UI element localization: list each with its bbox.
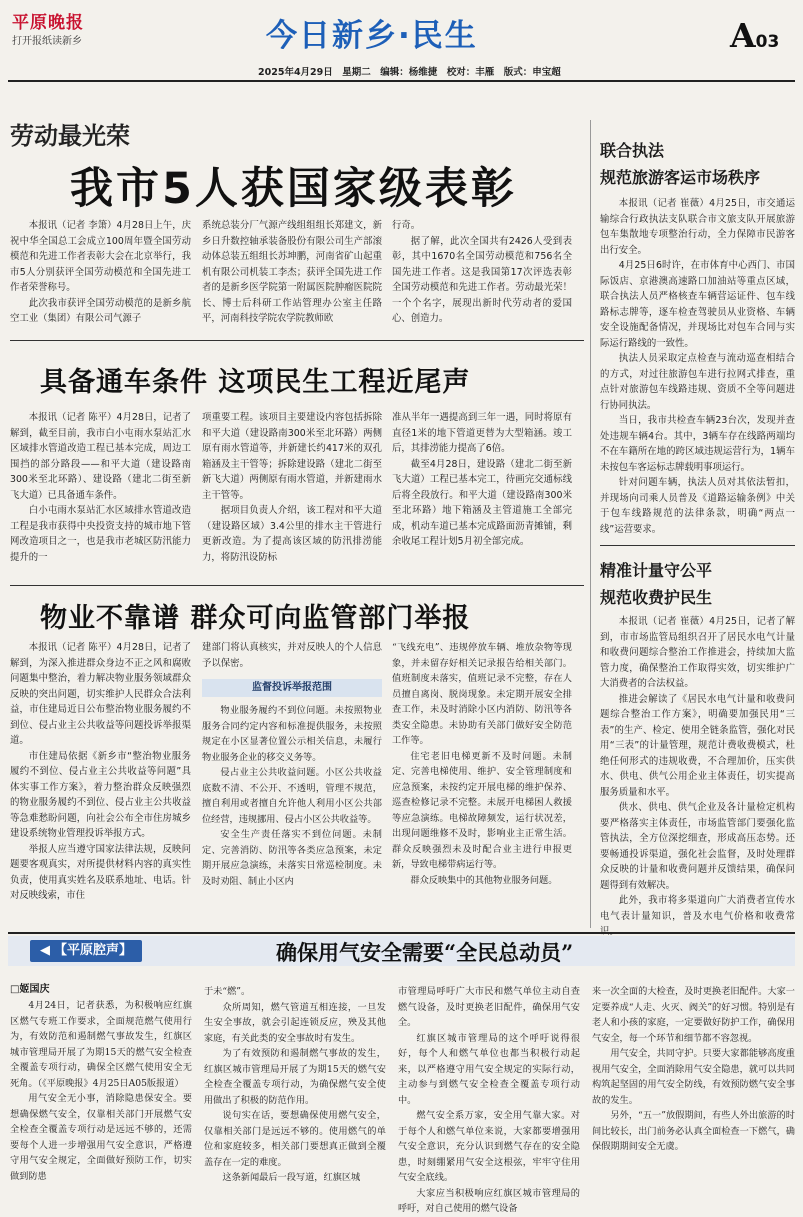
story3-para: 建部门将认真核实，并对反映人的个人信息予以保密。 (202, 642, 382, 669)
issue-info: 2025年4月29日 星期二 编辑：杨维捷 校对：丰雁 版式：申宝超 (258, 67, 561, 78)
side2-title-line1: 精准计量守公平 (600, 561, 713, 580)
side1-title-line1: 联合执法 (600, 141, 665, 160)
side1-para: 4月25日6时许，在市体育中心西门、市国际饭店、京港澳高速路口加油站等重点区域，联合执法人员严格核查车辆营运证件、包车线路标志牌等，逐车检查驾驶员从业资格、车辆安全设施配备情况，并现场比对包车合同与实际运行路线的一致性。 (600, 260, 795, 349)
story2-title: 具备通车条件 这项民生工程近尾声 (40, 367, 471, 398)
side1-para: 本报讯（记者 崔薇）4月25日，市交通运输综合行政执法支队联合市文旅支队开展旅游包车集散地专项整治行动，全力保障市民游客出行安全。 (600, 198, 795, 256)
story3-para: 举报人应当遵守国家法律法规，反映问题要客观真实，对所提供材料内容的真实性负责，使用真实姓名及联系地址、电话。针对反映线索，市住 (10, 843, 191, 901)
story1-para: 行奇。 (392, 220, 421, 231)
side2-para: 推进会解读了《居民水电气计量和收费问题综合整治工作方案》，明确要加强民用“三表”的生产、检定、使用全链条监管，强化对民用“三表”的计量管理，规范计费收费模式，杜绝任何形式的违规收费，不合理加价，压实供水、供电、供气公用企业主体责任，切实提高服务质量和水平。 (600, 693, 795, 798)
commentary-col3 (398, 984, 580, 1214)
story1-para: 此次我市获评全国劳动模范的是新乡航空工业（集团）有限公司气源子 (10, 297, 191, 324)
story3-col1 (10, 640, 191, 928)
side1-body (600, 196, 795, 536)
story3-col2 (202, 640, 382, 928)
story2-col3 (392, 410, 572, 578)
commentary-byline: □姬国庆 (10, 984, 50, 995)
commentary-tag-label: 【平原腔声】 (54, 943, 133, 958)
story1-para: 据了解，此次全国共有2426人受到表彰，其中1670名全国劳动模范和756名全国先进工作者。这是我国第17次评选表彰全国劳动模范和先进工作者。劳动最光荣！一个个名字，展现出新时代劳动者的爱国心、创造力。 (392, 235, 572, 324)
commentary-col2 (204, 984, 386, 1194)
complaint-scope-item: 侵占业主公共收益问题。小区公共收益底数不清、不公开、不透明，管理不规范，擅自利用或者擅自允许他人利用小区公共部位经营，违规挪用、侵占小区公共收益等。 (202, 767, 382, 825)
side1-para: 针对问题车辆，执法人员对其依法暂扣，并现场向司乘人员普及《道路运输条例》中关于包车线路规范的法律条款，明确“两点一线”运营要求。 (600, 477, 795, 535)
side2-headline (600, 558, 795, 608)
side2-body (600, 614, 795, 928)
story3-para: 市住建局依据《新乡市“整治物业服务履约不到位、侵占业主公共收益等问题”具体实事工作方案》，着力整治群众反映强烈的物业服务履约不到位、侵占业主公共收益等急难愁盼问题，向社会公布全市住房城乡建设系统物业管理投诉举报方式。 (10, 750, 191, 839)
page-number (730, 16, 779, 55)
story2-para: 项重要工程。该项目主要建设内容包括拆除和平大道（建设路南300米至北环路）两侧原有雨水管道等，并新建长约417米的双孔箱涵及主干管等；拆除建设路（建北二街至新飞大道）两侧原有雨水管道，并新建雨水主干管等。 (202, 412, 382, 501)
commentary-tag (30, 940, 142, 962)
page-letter: A (730, 16, 756, 55)
divider (10, 340, 584, 341)
side1-headline (600, 138, 795, 188)
side2-para: 此外，我市将多渠道向广大消费者宣传水电气表计量知识，普及水电气价格和收费常 (600, 895, 795, 922)
commentary-para: 4月24日，记者获悉，为积极响应红旗区燃气专班工作要求，全面规范燃气使用行为，有效防范和遏制燃气事故发生，红旗区城市管理局开展了为期15天的燃气安全检查全覆盖专项行动，确保全区燃气使用安全无死角。（《平原晚报》4月25日A05版报道） (10, 1000, 192, 1089)
commentary-para: 另外，“五一”放假期间，有些人外出旅游的时间比较长，出门前务必认真全面检查一下燃气，确保假期期间安全无虞。 (592, 1110, 795, 1152)
story1-title: 我市5人获国家级表彰 (70, 164, 517, 214)
story1-kicker: 劳动最光荣 (10, 121, 130, 150)
story2-para: 准从半年一遇提高到三年一遇，同时将原有直径1米的地下管道更替为大型箱涵。竣工后，其排涝能力提高了6倍。 (392, 412, 572, 454)
side2-para: 供水、供电、供气企业及各计量检定机构要严格落实主体责任，市场监管部门要强化监管执法，全方位深挖细查，形成高压态势。还要畅通投诉渠道，强化社会监督，及时处理群众反映的计量和收费问题并反馈结果，确保问题得到有效解决。 (600, 802, 795, 891)
side1-title-line2: 规范旅游客运市场秩序 (600, 168, 761, 187)
page-num: 03 (755, 32, 780, 52)
story3-title: 物业不靠谱 群众可向监管部门举报 (40, 603, 471, 634)
commentary-col1 (10, 998, 192, 1193)
commentary-para: 红旗区城市管理局的这个呼吁说得很好，每个人和燃气单位也都当积极行动起来，以严格遵守用气安全规定的实际行动，主动参与到燃气安全检查全覆盖专项行动中。 (398, 1032, 580, 1106)
column-divider (590, 120, 591, 928)
story1-col3 (392, 218, 572, 330)
divider (10, 585, 584, 586)
commentary-header (8, 936, 795, 966)
commentary-para: 这条新闻最后一段写道，红旗区城 (222, 1172, 361, 1183)
newspaper-logo: 平原晚报 (12, 13, 84, 33)
newspaper-slogan: 打开报纸读新乡 (12, 36, 82, 47)
side1-para: 当日，我市共检查车辆23台次，发现并查处违规车辆4台。其中，3辆车存在线路两端均不在车籍所在地的跨区域违规运营行为，1辆车未按包车客运标志牌载明事项运行。 (600, 415, 795, 473)
complaint-scope-item: 住宅老旧电梯更新不及时问题。未制定、完善电梯使用、维护、安全管理制度和应急预案，未按约定开展电梯的维护保养、巡查检修记录不完整。未展开电梯困人救援等应急演练。电梯故障频发，运行状况差，出现问题维修不及时，影响业主正常生活。群众反映强烈未及时配合业主进行申报更新，导致电梯带病运行等。 (392, 750, 572, 870)
commentary-para: 来一次全面的大检查，及时更换老旧配件。大家一定要养成“人走、火灭、阀关”的好习惯。特别是有老人和小孩的家庭，一定要做好防护工作，确保用气安全，每一个环节和细节都不容忽视。 (592, 986, 795, 1044)
story3-para: 本报讯（记者 陈平）4月28日，记者了解到，为深入推进群众身边不正之风和腐败问题集中整治，着力解决物业服务领域群众反映的突出问题，切实维护人民群众合法利益，市住建局近日公布整治物业服务履约不到位、侵占业主公共收益等问题投诉举报渠道。 (10, 642, 191, 746)
story2-para: 本报讯（记者 陈平）4月28日，记者了解到，截至目前，我市白小屯雨水泵站汇水区域排水管道改造工程已基本完成，周边工围挡的部分路段——和平大道（建设路南300米至北环路）、建设路（建北二街至新飞大道）已具备通车条件。 (10, 412, 191, 501)
megaphone-icon: ◀ (40, 943, 50, 958)
side2-para: 本报讯（记者 崔薇）4月25日，记者了解到，市市场监管局组织召开了居民水电气计量和收费问题综合整治工作推进会，持续加大监管力度，确保整治工作取得实效，切实维护广大消费者的合法权益。 (600, 616, 795, 689)
side1-para: 执法人员采取定点检查与流动巡查相结合的方式，对过往旅游包车进行拉网式排查，重点针对旅游包车线路违规、资质不全等问题进行协同执法。 (600, 353, 795, 411)
commentary-title: 确保用气安全需要“全民总动员” (276, 940, 574, 965)
commentary-para: 众所周知，燃气管道互相连接，一旦发生安全事故，就会引起连锁反应，殃及其他家庭，有关此类的安全事故时有发生。 (204, 1001, 386, 1044)
commentary-para: 为了有效预防和遏制燃气事故的发生，红旗区城市管理局开展了为期15天的燃气安全检查全覆盖专项行动，为确保燃气安全使用做出了积极的防范作用。 (204, 1048, 386, 1106)
commentary-para: 用气安全无小事，消除隐患保安全。要想确保燃气安全，仅靠相关部门开展燃气安全检查全覆盖专项行动是远远不够的，还需要每个人进一步增强用气安全意识，严格遵守用气安全规定，全面做好预防工作，切实做到防患 (10, 1093, 192, 1182)
commentary-para: 大家应当积极响应红旗区城市管理局的呼吁，对自己使用的燃气设备 (398, 1187, 580, 1214)
story1-para: 系统总装分厂气源产线组组组长郑建文，新乡日升数控轴承装备股份有限公司生产部滚动体总装五组组长苏坤鹏，河南省矿山起重机有限公司机装工李杰；获评全国先进工作者的是新乡医学院第一附属医院肿瘤医院院长、博士后科研工作站管理办公室主任路平，河南科技学院农学院教师欧 (202, 220, 382, 324)
commentary-para: 用气安全，共同守护。只要大家都能够高度重视用气安全，全面消除用气安全隐患，就可以共同构筑起坚固的用气安全防线，有效预防燃气安全事故的发生。 (592, 1048, 795, 1106)
story2-para: 白小屯雨水泵站汇水区域排水管道改造工程是我市获得中央投资支持的城市地下管网改造项目之一，也是我市老城区防汛能力提升的一 (10, 505, 191, 563)
complaint-scope-item: 安全生产责任落实不到位问题。未制定、完善消防、防汛等各类应急预案，未定期开展应急演练，未落实日常巡检制度。未及时劝阻、制止小区内 (202, 829, 382, 887)
story2-para: 截至4月28日，建设路（建北二街至新飞大道）工程已基本完工，待画完交通标线后将全段放行。和平大道（建设路南300米至北环路）地下箱涵及主管道施工全部完成，机动车道已基本完成路面沥青摊铺，剩余收尾工程计划5月初全部完成。 (392, 458, 572, 547)
complaint-scope-item: “飞线充电”、违规停放车辆、堆放杂物等现象，并未留存好相关记录报告给相关部门。值班制度未落实，值班记录不完整，存在人员擅自离岗、脱岗现象。未定期开展安全排查工作，未及时消除小区内消防、防汛等各类安全隐患。未协助有关部门做好安全防范工作等。 (392, 642, 572, 746)
commentary-para: 燃气安全系万家，安全用气靠大家。对于每个人和燃气单位来说，大家都要增强用气安全意识，充分认识到燃气存在的安全隐患，时刻绷紧用气安全这根弦，牢牢守住用气安全底线。 (398, 1110, 580, 1183)
masthead (0, 0, 803, 80)
commentary-col4 (592, 984, 795, 1194)
page-title: 今日新乡·民生 (266, 18, 478, 54)
story2-col2 (202, 410, 382, 578)
complaint-scope-box-title: 监督投诉举报范围 (202, 679, 382, 697)
complaint-scope-item: 物业服务履约不到位问题。未按照物业服务合同约定内容和标准提供服务，未按照规定在小区显著位置公示相关信息，未履行物业服务企业的移交义务等。 (202, 705, 382, 763)
commentary-para: 于未“燃”。 (204, 986, 251, 997)
story1-col1 (10, 218, 191, 330)
story2-col1 (10, 410, 191, 578)
commentary-para: 说句实在话，要想确保使用燃气安全，仅靠相关部门是远远不够的。使用燃气的单位和家庭较多，相关部门要想真正做到全覆盖存在一定的难度。 (204, 1110, 386, 1168)
section-rule (8, 932, 795, 934)
story2-para: 据项目负责人介绍，该工程对和平大道（建设路区域）3.4公里的排水主干管进行更新改造。为了提高该区域的防汛排涝能力，将防汛设防标 (202, 505, 382, 563)
story1-col2 (202, 218, 382, 330)
story3-col3 (392, 640, 572, 928)
masthead-rule (8, 80, 795, 82)
commentary-para: 市管理局呼吁广大市民和燃气单位主动自查燃气设备，及时更换老旧配件，确保用气安全。 (398, 986, 580, 1028)
story1-para: 本报讯（记者 李箫）4月28日上午，庆祝中华全国总工会成立100周年暨全国劳动模范和先进工作者表彰大会在北京举行，我市5人分别获评全国劳动模范和全国先进工作者荣誉称号。 (10, 220, 191, 293)
divider (600, 545, 795, 546)
side2-title-line2: 规范收费护民生 (600, 588, 713, 607)
complaint-scope-item: 群众反映集中的其他物业服务问题。 (410, 874, 558, 886)
